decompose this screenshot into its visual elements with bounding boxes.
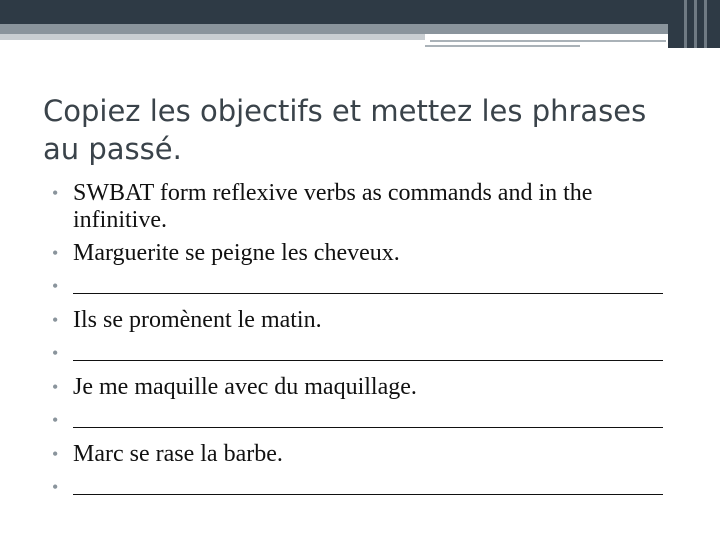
bullet-text: Je me maquille avec du maquillage. <box>73 374 417 400</box>
header-band <box>0 0 720 24</box>
answer-blank-line <box>73 407 663 428</box>
bullet-item <box>52 180 672 234</box>
bullet-text: Marc se rase la barbe. <box>73 441 283 467</box>
bullet-text: Marguerite se peigne les cheveux. <box>73 240 400 266</box>
bullet-item-blank <box>52 340 672 368</box>
header-band-grey <box>0 24 720 34</box>
answer-blank-line <box>73 474 663 495</box>
bullet-text: SWBAT form reflexive verbs as commands and in the infinitive. <box>73 180 593 233</box>
bullet-dot-icon: • <box>52 183 59 203</box>
slide-title: Copiez les objectifs et mettez les phrases au passé. <box>43 94 647 166</box>
bullet-item <box>52 240 672 267</box>
answer-blank-line <box>73 340 663 361</box>
header-corner-stripe <box>704 0 707 48</box>
bullet-dot-icon: • <box>52 343 59 363</box>
header-corner-stripe <box>694 0 697 48</box>
bullet-item-blank <box>52 474 672 502</box>
bullet-dot-icon: • <box>52 410 59 430</box>
bullet-item <box>52 374 672 401</box>
header-accent-line <box>430 40 666 42</box>
bullet-dot-icon: • <box>52 276 59 296</box>
bullet-text: Ils se promènent le matin. <box>73 307 322 333</box>
bullet-dot-icon: • <box>52 377 59 397</box>
bullet-dot-icon: • <box>52 310 59 330</box>
bullet-item-blank <box>52 407 672 435</box>
bullet-item-blank <box>52 273 672 301</box>
bullet-dot-icon: • <box>52 477 59 497</box>
bullet-dot-icon: • <box>52 444 59 464</box>
bullet-item <box>52 441 672 468</box>
bullet-item <box>52 307 672 334</box>
bullet-dot-icon: • <box>52 243 59 263</box>
answer-blank-line <box>73 273 663 294</box>
header-accent-line <box>425 45 580 47</box>
header-corner-stripe <box>684 0 687 48</box>
bullet-list <box>52 180 672 508</box>
